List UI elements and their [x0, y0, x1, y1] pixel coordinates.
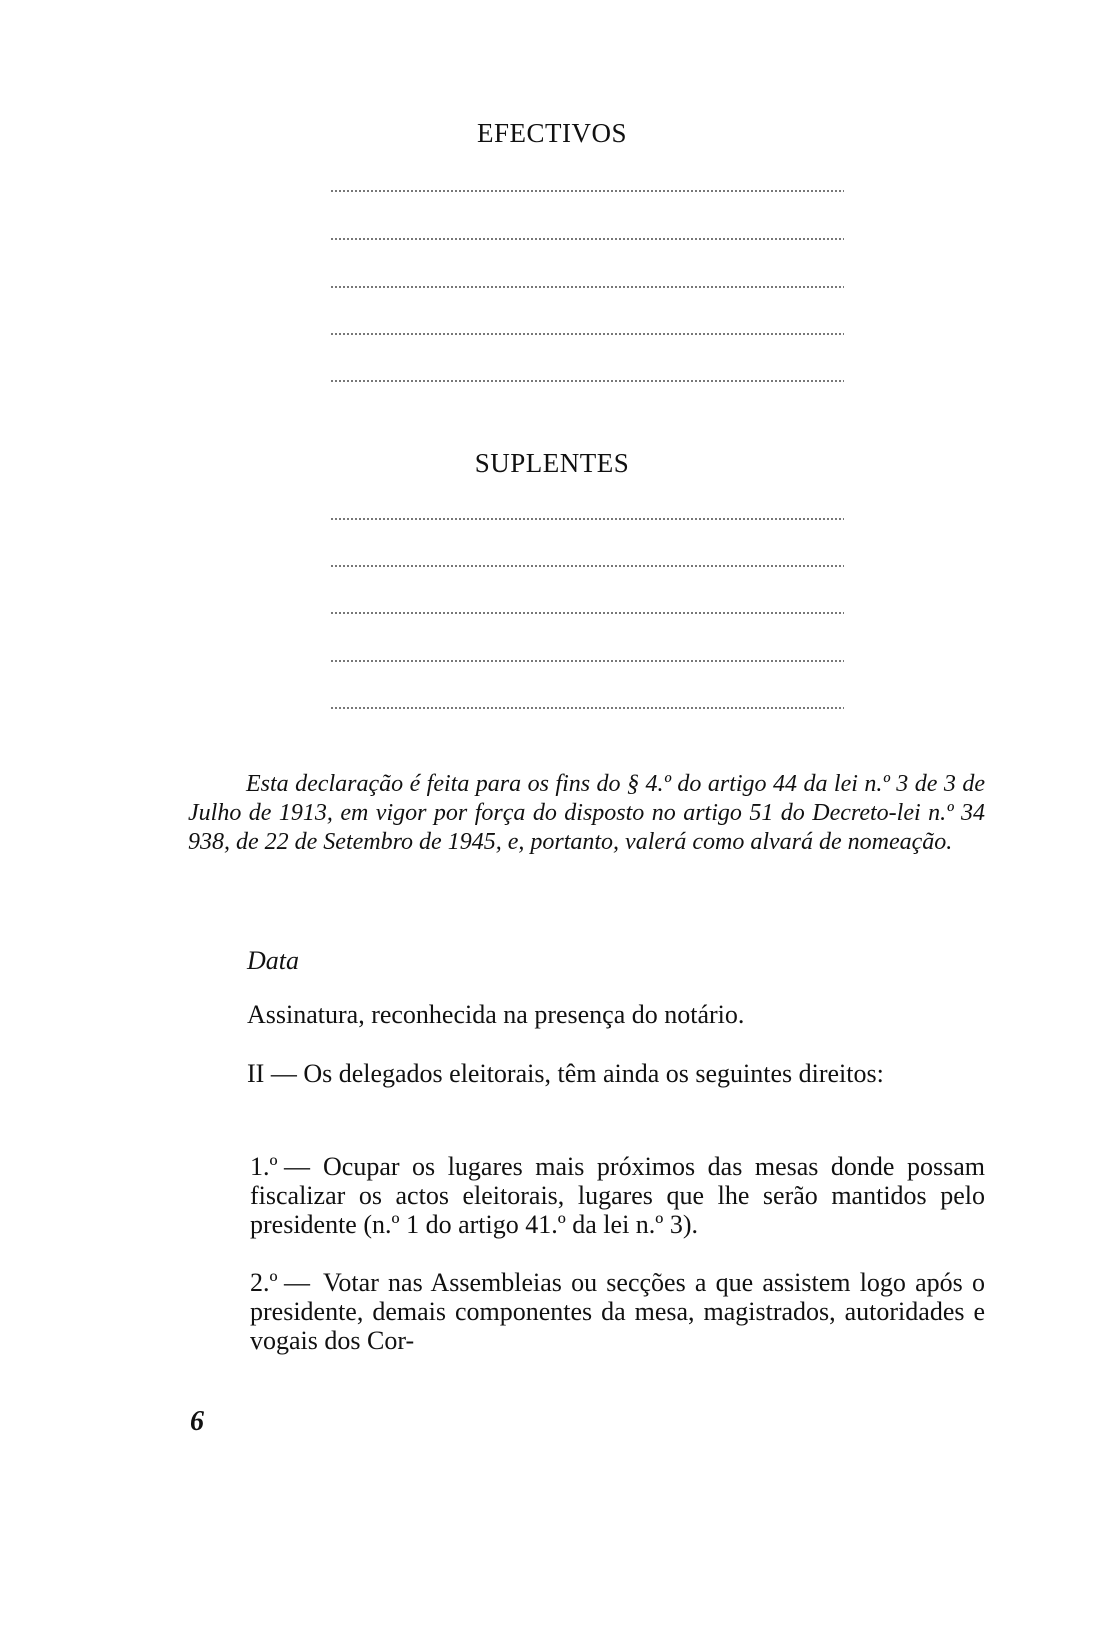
efectivos-blank-line [330, 286, 844, 288]
signature-label: Assinatura, reconhecida na presença do notário. [247, 1000, 745, 1029]
suplentes-blank-line [330, 660, 844, 662]
declaration-paragraph: Esta declaração é feita para os fins do § 4.º do artigo 44 da lei n.º 3 de 3 de Julho de 1913, em vigor por força do disposto no artigo 51 do Decreto-lei n.º 34 938, de 22 de Setembro de 1945, e, portanto, valerá como alvará de nomeação. [188, 771, 985, 855]
efectivos-blank-line [330, 380, 844, 382]
rights-item-text: Votar nas Assembleias ou secções a que assistem logo após o presidente, demais componentes da mesa, magistrados, autoridades e vogais dos Cor- [250, 1268, 985, 1355]
efectivos-heading: EFECTIVOS [476, 118, 627, 148]
rights-list-item [250, 1152, 985, 1239]
suplentes-blank-line [330, 565, 844, 567]
rights-list-item [250, 1268, 985, 1355]
suplentes-heading: SUPLENTES [474, 448, 630, 478]
rights-item-number: 2.º — [250, 1268, 311, 1297]
rights-item-text: Ocupar os lugares mais próximos das mesas donde possam fiscalizar os actos eleitorais, lugares que lhe serão mantidos pelo presidente (n.º 1 do artigo 41.º da lei n.º 3). [250, 1152, 985, 1239]
suplentes-blank-line [330, 518, 844, 520]
page-number: 6 [190, 1406, 204, 1437]
section-ii-paragraph: II — Os delegados eleitorais, têm ainda os seguintes direitos: [247, 1059, 884, 1088]
efectivos-blank-line [330, 190, 844, 192]
suplentes-blank-line [330, 707, 844, 709]
efectivos-blank-line [330, 238, 844, 240]
efectivos-blank-line [330, 333, 844, 335]
rights-item-number: 1.º — [250, 1152, 311, 1181]
suplentes-blank-line [330, 612, 844, 614]
date-label: Data [247, 946, 299, 975]
